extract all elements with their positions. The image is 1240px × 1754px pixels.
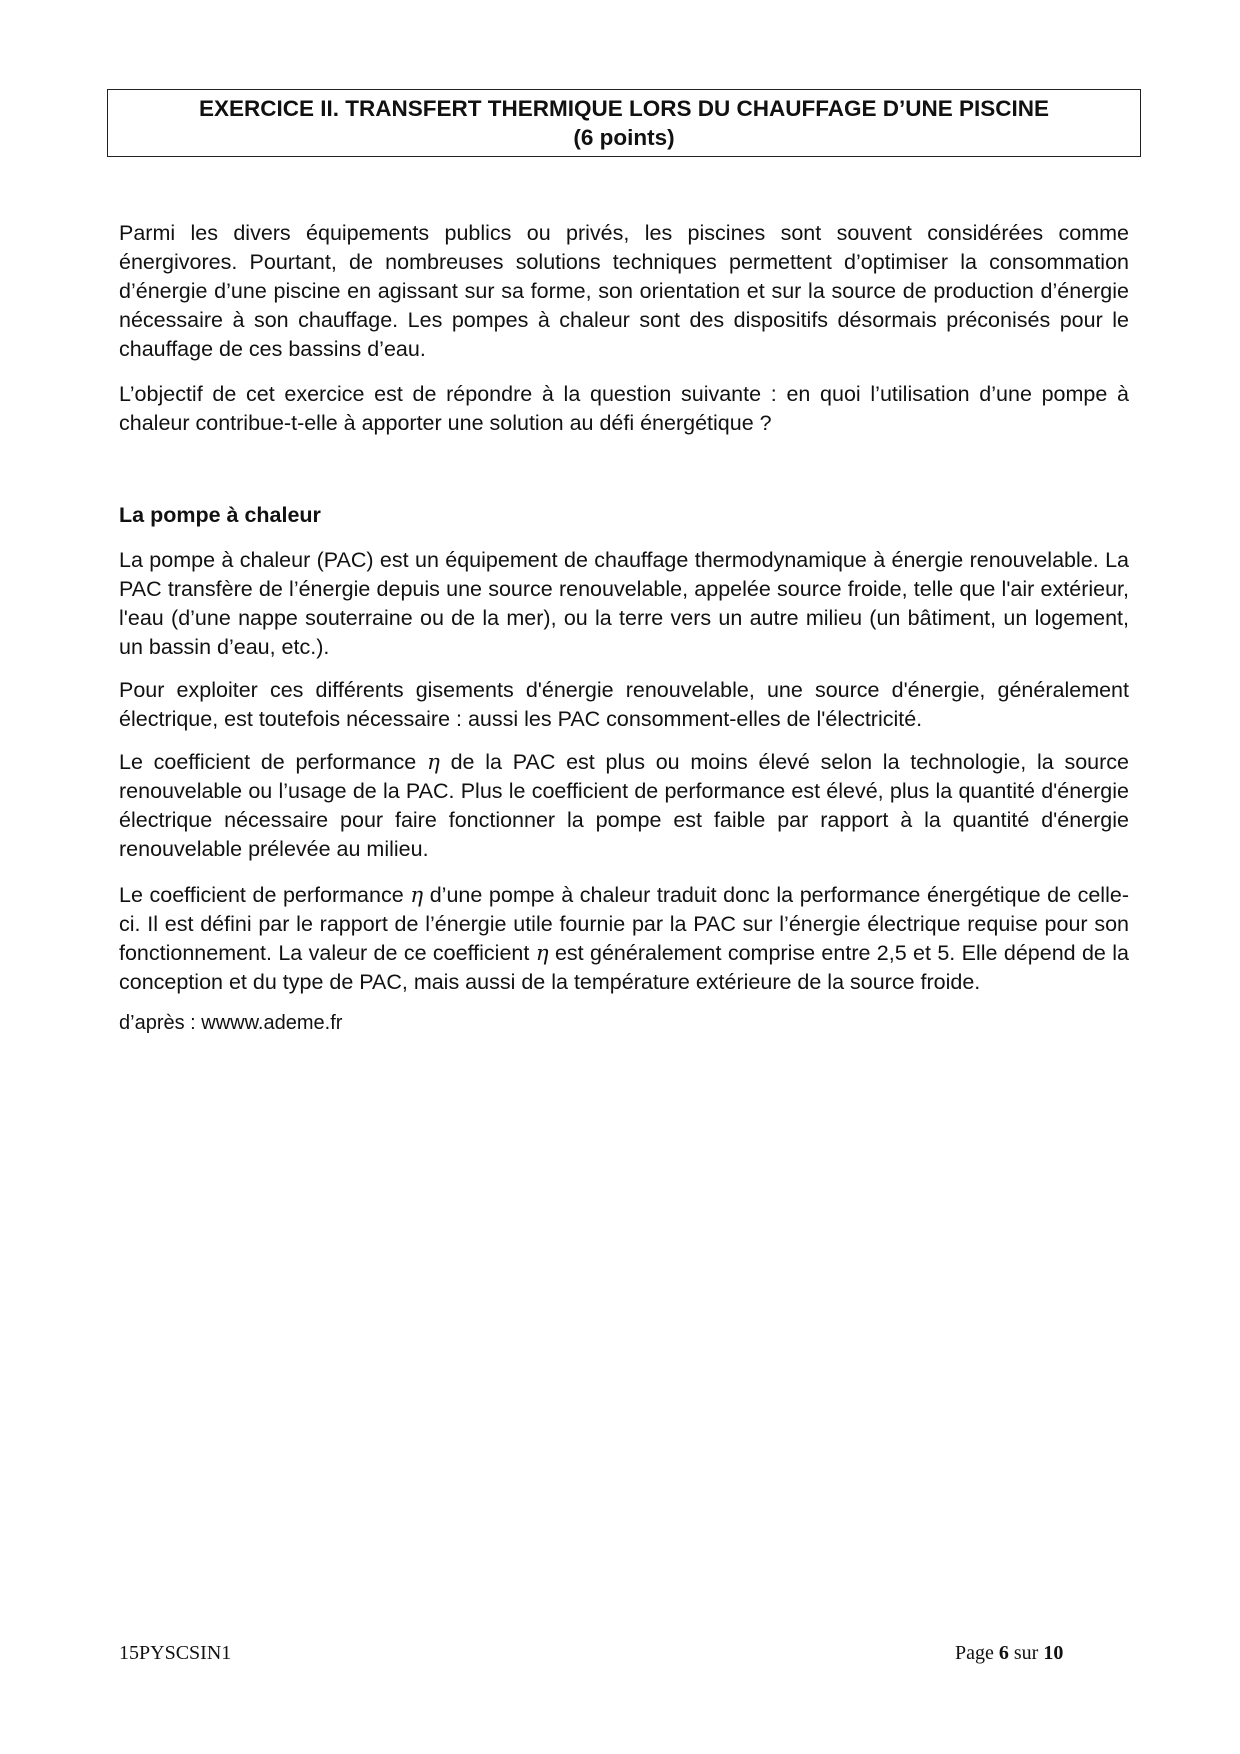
section-paragraph-2: Pour exploiter ces différents gisements d'énergie renouvelable, une source d'énergie, généralement électrique, est toutefois nécessaire : aussi les PAC consomment-elles de l'électricité. (119, 678, 1129, 731)
document-body (119, 219, 1129, 1038)
section-paragraph-1: La pompe à chaleur (PAC) est un équipement de chauffage thermodynamique à énergie renouvelable. La PAC transfère de l’énergie depuis une source renouvelable, appelée source froide, telle que l'air extérieur, l'eau (d’une nappe souterraine ou de la mer), ou la terre vers un autre milieu (un bâtiment, un logement, un bassin d’eau, etc.). (119, 548, 1129, 659)
eta-symbol: η (426, 750, 440, 775)
section-heading: La pompe à chaleur (119, 503, 321, 527)
exercise-title: EXERCICE II. TRANSFERT THERMIQUE LORS DU CHAUFFAGE D’UNE PISCINE (198, 96, 1050, 121)
page-total: 10 (1043, 1642, 1064, 1664)
intro-paragraph-2: L’objectif de cet exercice est de répondre à la question suivante : en quoi l’utilisation d’une pompe à chaleur contribue-t-elle à apporter une solution au défi énergétique ? (119, 382, 1129, 435)
intro-paragraph-1: Parmi les divers équipements publics ou privés, les piscines sont souvent considérées comme énergivores. Pourtant, de nombreuses solutions techniques permettent d’optimiser la consommation d’énergie d’une piscine en agissant sur sa forme, son orientation et sur la source de production d’énergie nécessaire à son chauffage. Les pompes à chaleur sont des dispositifs désormais préconisés pour le chauffage de ces bassins d’eau. (119, 221, 1129, 361)
page-word: Page (955, 1642, 994, 1664)
exercise-title-box (107, 89, 1141, 157)
section-paragraph-4 (119, 881, 1129, 997)
page-of-word: sur (1013, 1642, 1039, 1664)
paragraph-4-part-a: Le coefficient de performance (119, 883, 411, 907)
source-citation: d’après : wwww.ademe.fr (119, 1012, 343, 1034)
footer-page-number (955, 1640, 1063, 1666)
page-current: 6 (998, 1642, 1009, 1664)
paragraph-3-part-a: Le coefficient de performance (119, 750, 427, 774)
paragraph-3-part-b: de la PAC est plus ou moins élevé selon la technologie, la source renouvelable ou l’usage de la PAC. Plus le coefficient de performance est élevé, plus la quantité d'énergie électrique nécessaire pour faire fonctionner la pompe est faible par rapport à la quantité d'énergie renouvelable prélevée au milieu. (119, 750, 1129, 861)
eta-symbol: η (535, 941, 549, 966)
exercise-points: (6 points) (573, 125, 675, 150)
eta-symbol: η (410, 883, 424, 908)
section-paragraph-3 (119, 748, 1129, 864)
footer-code: 15PYSCSIN1 (119, 1642, 232, 1664)
paragraph-4-part-b: d’une pompe à chaleur traduit donc la performance énergétique de celle-ci. Il est défini par le rapport de l’énergie utile fournie par la PAC sur l’énergie électrique requise pour son fonctionnement. La valeur de ce coefficient (119, 883, 1129, 965)
paragraph-4-part-c: est généralement comprise entre 2,5 et 5. Elle dépend de la conception et du type de PAC, mais aussi de la température extérieure de la source froide. (119, 941, 1129, 994)
